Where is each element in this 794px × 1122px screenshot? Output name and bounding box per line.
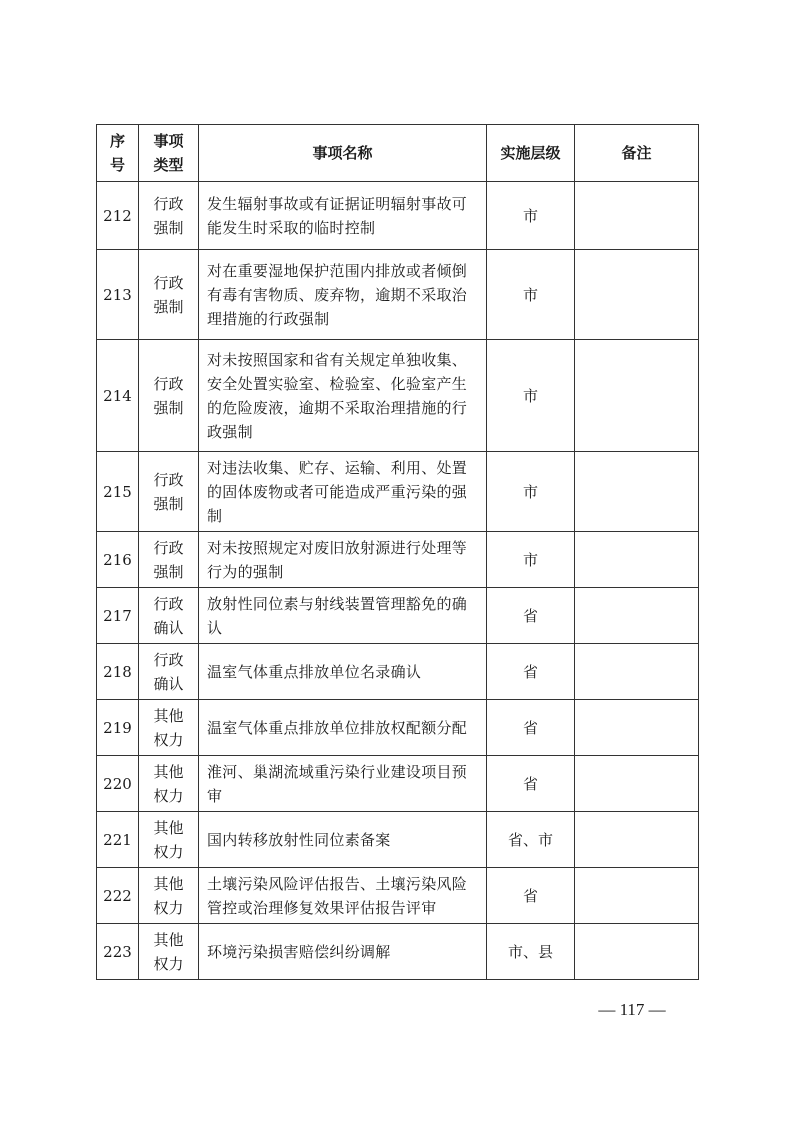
table-row xyxy=(97,588,699,644)
header-impl-level: 实施层级 xyxy=(487,125,575,182)
table-row xyxy=(97,182,699,250)
cell-item-type xyxy=(139,250,199,340)
cell-item-name: 放射性同位素与射线装置管理豁免的确认 xyxy=(199,588,487,644)
header-remarks: 备注 xyxy=(575,125,699,182)
cell-remarks xyxy=(575,812,699,868)
cell-item-type xyxy=(139,340,199,452)
cell-item-type xyxy=(139,924,199,980)
header-item-name: 事项名称 xyxy=(199,125,487,182)
cell-item-type-text: 行政强制 xyxy=(153,538,184,581)
cell-impl-level: 省 xyxy=(487,588,575,644)
cell-remarks xyxy=(575,250,699,340)
cell-impl-level: 市 xyxy=(487,182,575,250)
cell-serial-no: 216 xyxy=(97,532,139,588)
cell-item-type-text: 其他权力 xyxy=(153,930,184,973)
cell-serial-no: 214 xyxy=(97,340,139,452)
authority-items-table xyxy=(96,124,699,980)
cell-impl-level: 省 xyxy=(487,644,575,700)
cell-impl-level: 省 xyxy=(487,756,575,812)
table-row xyxy=(97,868,699,924)
header-item-type-text: 事项类型 xyxy=(153,132,184,174)
cell-item-type xyxy=(139,700,199,756)
cell-remarks xyxy=(575,868,699,924)
header-item-type xyxy=(139,125,199,182)
cell-impl-level: 省 xyxy=(487,700,575,756)
cell-item-name: 土壤污染风险评估报告、土壤污染风险管控或治理修复效果评估报告评审 xyxy=(199,868,487,924)
cell-item-type xyxy=(139,532,199,588)
cell-remarks xyxy=(575,588,699,644)
table-row xyxy=(97,250,699,340)
cell-impl-level: 省、市 xyxy=(487,812,575,868)
cell-item-name: 发生辐射事故或有证据证明辐射事故可能发生时采取的临时控制 xyxy=(199,182,487,250)
cell-item-type xyxy=(139,182,199,250)
cell-item-type xyxy=(139,756,199,812)
table-row xyxy=(97,924,699,980)
cell-item-type-text: 行政强制 xyxy=(153,374,184,417)
cell-item-type-text: 其他权力 xyxy=(153,706,184,749)
cell-remarks xyxy=(575,452,699,532)
cell-impl-level: 市 xyxy=(487,532,575,588)
cell-remarks xyxy=(575,644,699,700)
table-row xyxy=(97,532,699,588)
cell-remarks xyxy=(575,756,699,812)
cell-item-type xyxy=(139,812,199,868)
cell-remarks xyxy=(575,924,699,980)
cell-remarks xyxy=(575,182,699,250)
cell-impl-level: 市 xyxy=(487,340,575,452)
cell-item-type-text: 其他权力 xyxy=(153,818,184,861)
table-row xyxy=(97,756,699,812)
cell-serial-no: 215 xyxy=(97,452,139,532)
cell-item-type-text: 其他权力 xyxy=(153,874,184,917)
table-header-row xyxy=(97,125,699,182)
header-serial-no-text: 序号 xyxy=(109,132,125,174)
cell-item-name: 对违法收集、贮存、运输、利用、处置的固体废物或者可能造成严重污染的强制 xyxy=(199,452,487,532)
table-row xyxy=(97,700,699,756)
table-body xyxy=(97,182,699,980)
header-serial-no xyxy=(97,125,139,182)
cell-item-name: 温室气体重点排放单位名录确认 xyxy=(199,644,487,700)
cell-remarks xyxy=(575,340,699,452)
cell-item-type-text: 行政强制 xyxy=(153,273,184,316)
cell-item-name: 对未按照规定对废旧放射源进行处理等行为的强制 xyxy=(199,532,487,588)
table-row xyxy=(97,452,699,532)
cell-item-name: 对未按照国家和省有关规定单独收集、安全处置实验室、检验室、化验室产生的危险废液，逾期不采取治理措施的行政强制 xyxy=(199,340,487,452)
cell-item-type xyxy=(139,452,199,532)
cell-item-name: 淮河、巢湖流域重污染行业建设项目预审 xyxy=(199,756,487,812)
cell-item-type xyxy=(139,644,199,700)
cell-item-name: 温室气体重点排放单位排放权配额分配 xyxy=(199,700,487,756)
cell-item-type-text: 行政强制 xyxy=(153,470,184,513)
cell-serial-no: 223 xyxy=(97,924,139,980)
table-row xyxy=(97,812,699,868)
page-number: — 117 — xyxy=(598,1000,666,1019)
cell-item-name: 国内转移放射性同位素备案 xyxy=(199,812,487,868)
cell-serial-no: 218 xyxy=(97,644,139,700)
cell-impl-level: 市 xyxy=(487,250,575,340)
cell-serial-no: 212 xyxy=(97,182,139,250)
cell-serial-no: 220 xyxy=(97,756,139,812)
cell-item-type xyxy=(139,588,199,644)
cell-remarks xyxy=(575,700,699,756)
cell-remarks xyxy=(575,532,699,588)
cell-item-type-text: 行政强制 xyxy=(153,194,184,237)
cell-impl-level: 市 xyxy=(487,452,575,532)
cell-impl-level: 省 xyxy=(487,868,575,924)
table-row xyxy=(97,340,699,452)
cell-item-type xyxy=(139,868,199,924)
cell-serial-no: 221 xyxy=(97,812,139,868)
cell-item-type-text: 行政确认 xyxy=(153,594,184,637)
cell-item-type-text: 行政确认 xyxy=(153,650,184,693)
cell-impl-level: 市、县 xyxy=(487,924,575,980)
cell-item-type-text: 其他权力 xyxy=(153,762,184,805)
table-row xyxy=(97,644,699,700)
cell-serial-no: 219 xyxy=(97,700,139,756)
cell-item-name: 对在重要湿地保护范围内排放或者倾倒有毒有害物质、废弃物，逾期不采取治理措施的行政强制 xyxy=(199,250,487,340)
cell-item-name: 环境污染损害赔偿纠纷调解 xyxy=(199,924,487,980)
cell-serial-no: 217 xyxy=(97,588,139,644)
cell-serial-no: 222 xyxy=(97,868,139,924)
cell-serial-no: 213 xyxy=(97,250,139,340)
